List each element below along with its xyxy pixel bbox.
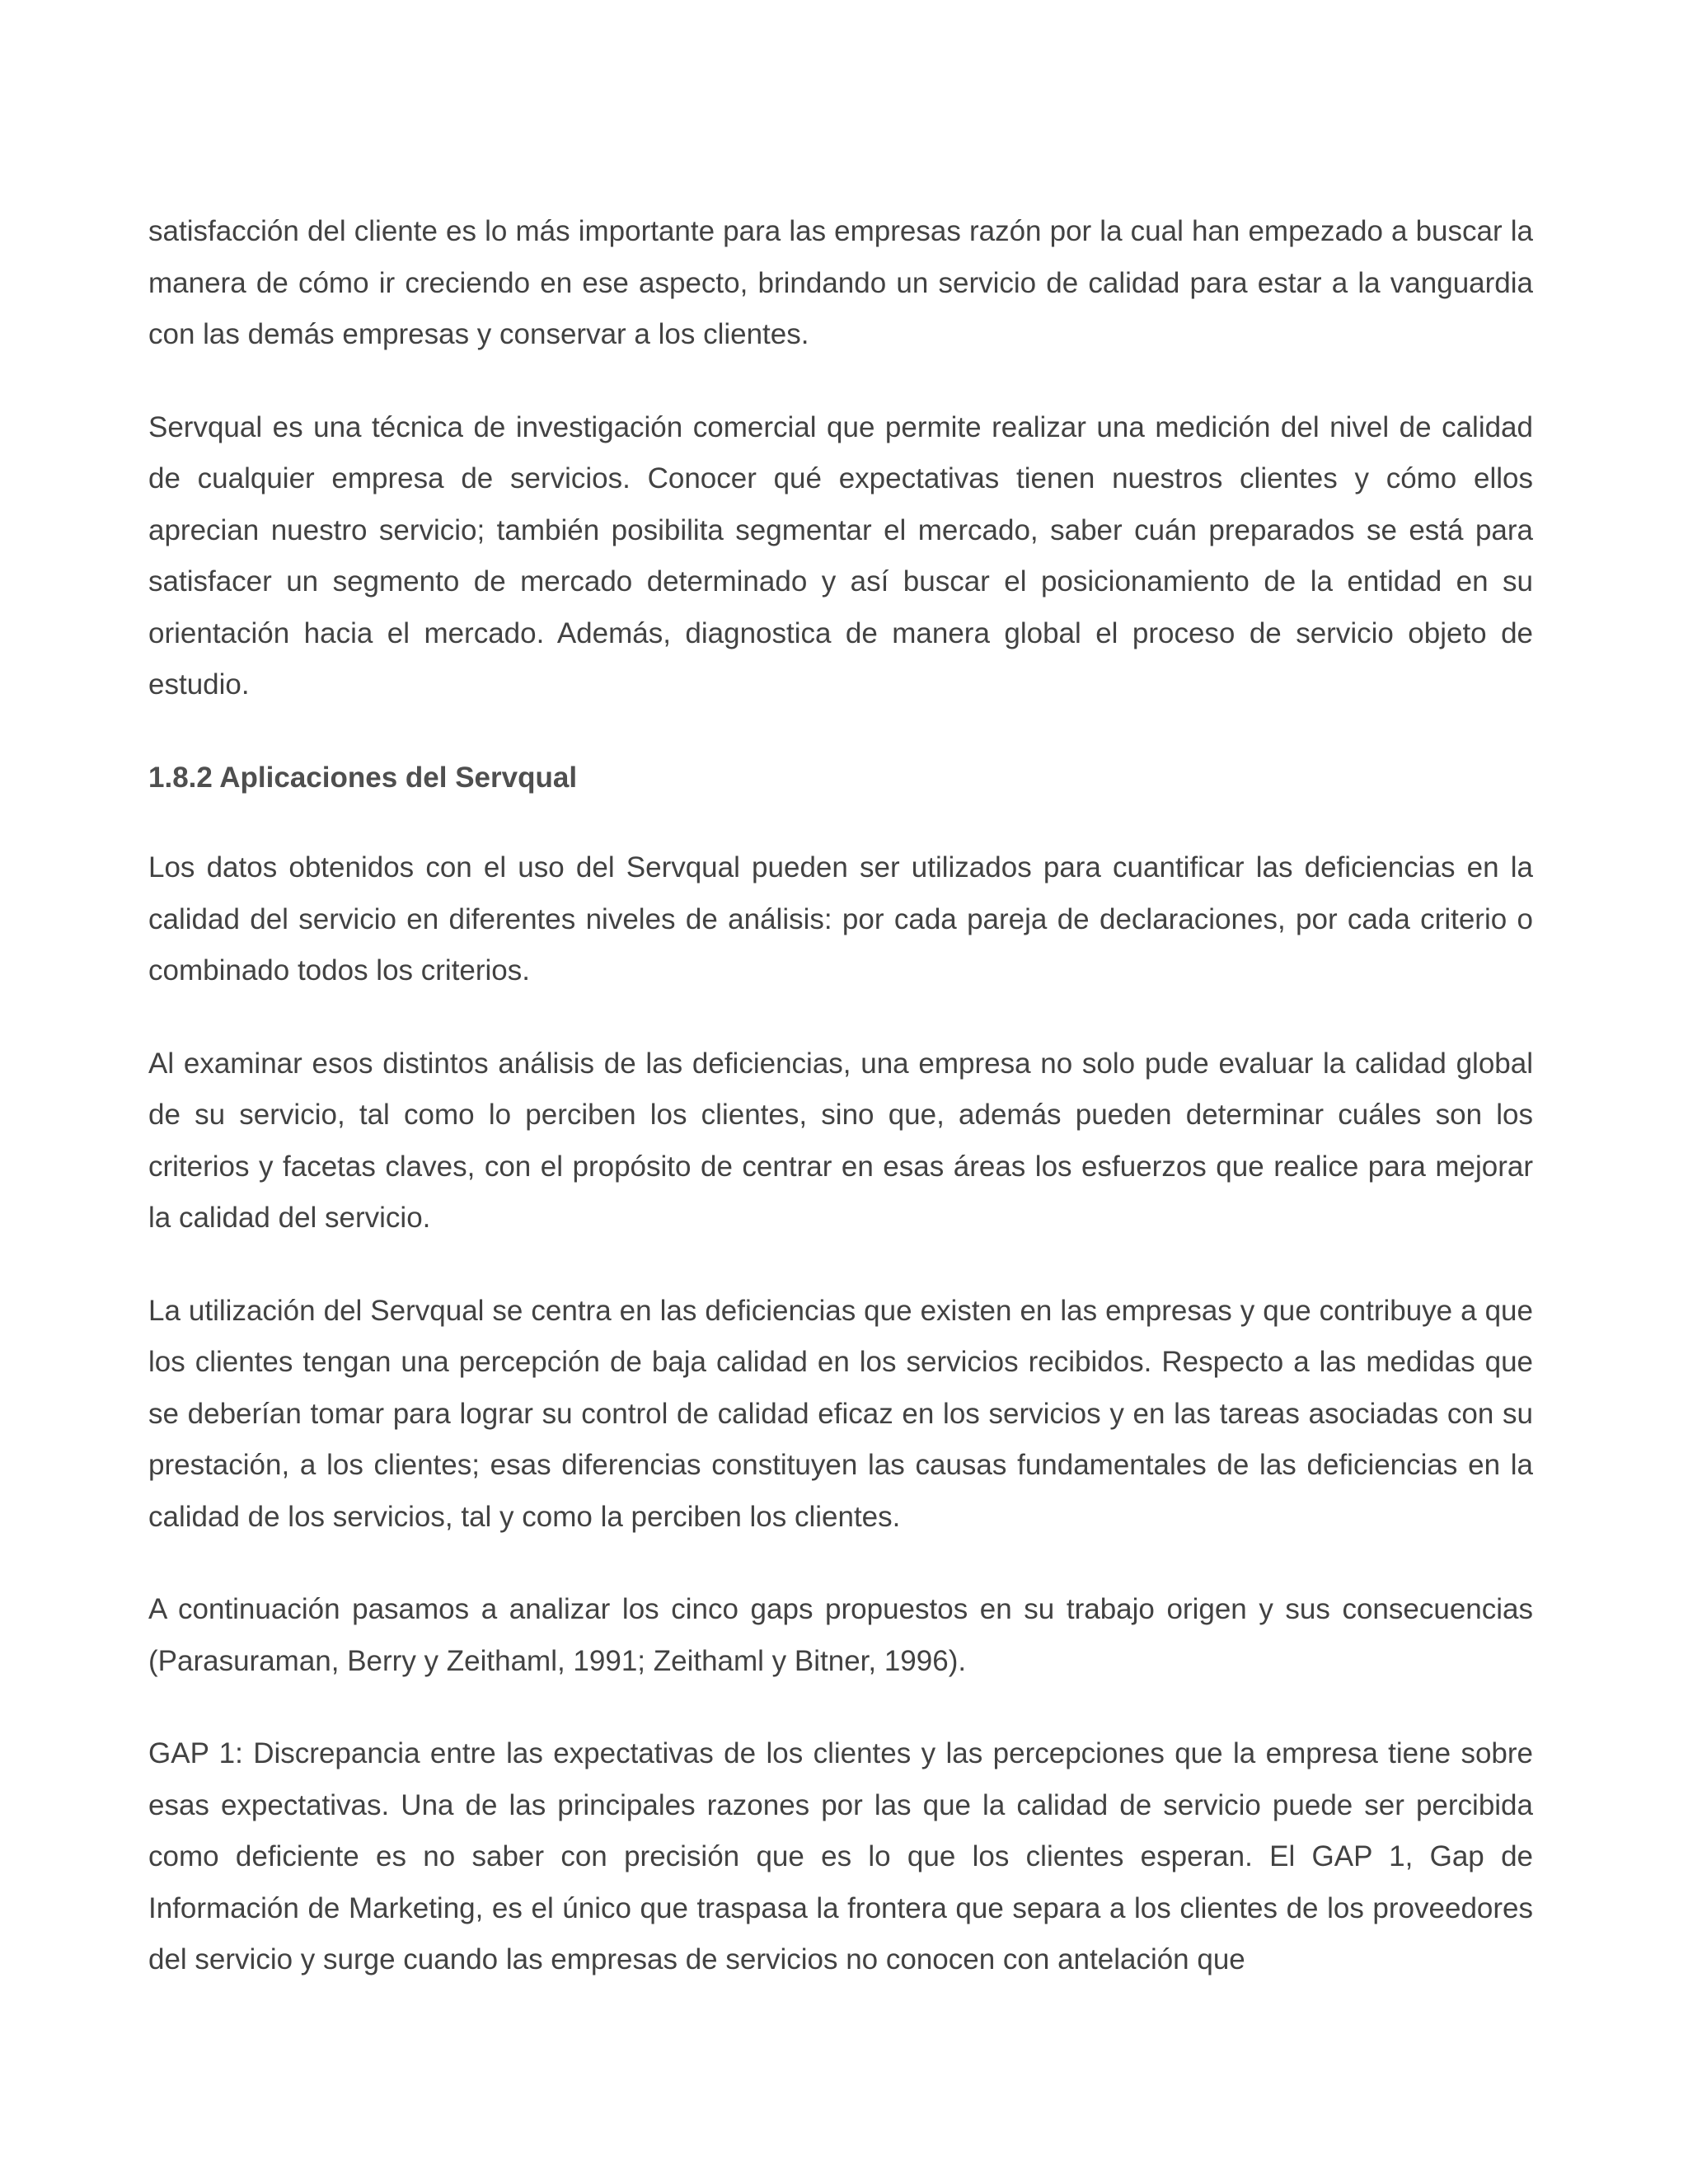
paragraph-utilizacion-servqual: La utilización del Servqual se centra en las deficiencias que existen en las empresas y que contribuye a que los clientes tengan una percepción de baja calidad en los servicios recibidos. Respecto a las medidas que se deberían tomar para lograr su control de calidad eficaz en los servicios y en las tareas asociadas con su prestación, a los clientes; esas diferencias constituyen las causas fundamentales de las deficiencias en la calidad de los servicios, tal y como la perciben los clientes. (148, 1294, 1533, 1533)
section-heading: 1.8.2 Aplicaciones del Servqual (148, 761, 578, 794)
paragraph-gap-1: GAP 1: Discrepancia entre las expectativas de los clientes y las percepciones que la empresa tiene sobre esas expectativas. Una de las principales razones por las que la calidad de servicio puede ser percibida como deficiente es no saber con precisión que es lo que los clientes esperan. El GAP 1, Gap de Información de Marketing, es el único que traspasa la frontera que separa a los clientes de los proveedores del servicio y surge cuando las empresas de servicios no conocen con antelación que (148, 1737, 1533, 1975)
paragraph-cinco-gaps: A continuación pasamos a analizar los cinco gaps propuestos en su trabajo origen y sus consecuencias (Parasuraman, Berry y Zeithaml, 1991; Zeithaml y Bitner, 1996). (148, 1593, 1533, 1677)
document-page (148, 206, 1533, 2027)
paragraph-datos-obtenidos: Los datos obtenidos con el uso del Servqual pueden ser utilizados para cuantificar las deficiencias en la calidad del servicio en diferentes niveles de análisis: por cada pareja de declaraciones, por cada criterio o combinado todos los criterios. (148, 851, 1533, 987)
paragraph-examinar-analisis: Al examinar esos distintos análisis de las deficiencias, una empresa no solo pude evaluar la calidad global de su servicio, tal como lo perciben los clientes, sino que, además pueden determinar cuáles son los criterios y facetas claves, con el propósito de centrar en esas áreas los esfuerzos que realice para mejorar la calidad del servicio. (148, 1047, 1533, 1234)
paragraph-servqual-definicion: Servqual es una técnica de investigación comercial que permite realizar una medición del nivel de calidad de cualquier empresa de servicios. Conocer qué expectativas tienen nuestros clientes y cómo ellos aprecian nuestro servicio; también posibilita segmentar el mercado, saber cuán preparados se está para satisfacer un segmento de mercado determinado y así buscar el posicionamiento de la entidad en su orientación hacia el mercado. Además, diagnostica de manera global el proceso de servicio objeto de estudio. (148, 410, 1533, 701)
paragraph-satisfaccion: satisfacción del cliente es lo más importante para las empresas razón por la cual han empezado a buscar la manera de cómo ir creciendo en ese aspecto, brindando un servicio de calidad para estar a la vanguardia con las demás empresas y conservar a los clientes. (148, 215, 1533, 350)
